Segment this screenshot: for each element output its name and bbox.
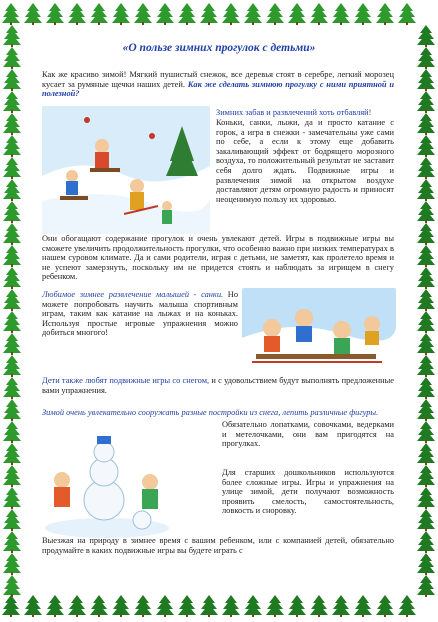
christmas-tree-icon	[134, 3, 152, 25]
christmas-tree-icon	[222, 595, 240, 617]
christmas-tree-icon	[3, 113, 21, 135]
section3-body: Обязательно лопатками, совочками, ведерками и метелочками, они вам пригодятся на прогулках.	[222, 420, 394, 449]
christmas-tree-icon	[134, 595, 152, 617]
christmas-tree-icon	[3, 509, 21, 531]
christmas-tree-icon	[332, 3, 350, 25]
winter-fun-illustration	[42, 106, 210, 234]
section2-lead: Любимое зимнее развлечение малышей - санки.	[42, 290, 224, 299]
christmas-tree-icon	[310, 595, 328, 617]
christmas-tree-icon	[3, 179, 21, 201]
christmas-tree-icon	[24, 595, 42, 617]
christmas-tree-icon	[417, 575, 435, 597]
section1-body-part1: Коньки, санки, лыжи, да и просто катание с горок, а игра в снежки - замечательны уже сами по себе, а если к этому еще добавить закаливающий эффект от бодрящего морозного воздуха, то положительный результат не заставит себя долго ждать. Подвижные игры и развлечения зимой на открытом воздухе доставляют детям огромную радость и приносят неоценимую пользу их здоровью.	[216, 118, 394, 204]
christmas-tree-icon	[417, 201, 435, 223]
christmas-tree-icon	[398, 595, 416, 617]
christmas-tree-icon	[90, 3, 108, 25]
christmas-tree-icon	[244, 595, 262, 617]
christmas-tree-icon	[288, 595, 306, 617]
christmas-tree-icon	[200, 3, 218, 25]
section3-lead-line	[42, 408, 394, 418]
christmas-tree-icon	[3, 443, 21, 465]
christmas-tree-icon	[417, 531, 435, 553]
christmas-tree-icon	[417, 113, 435, 135]
christmas-tree-icon	[417, 69, 435, 91]
christmas-tree-icon	[112, 3, 130, 25]
christmas-tree-icon	[376, 3, 394, 25]
christmas-tree-icon	[3, 157, 21, 179]
section1-body-bottom	[42, 234, 394, 282]
intro-question: Как же сделать зимнюю прогулку с ними приятной и полезной?	[42, 79, 394, 99]
christmas-tree-icon	[398, 3, 416, 25]
intro-paragraph	[42, 70, 394, 99]
christmas-tree-icon	[3, 421, 21, 443]
christmas-tree-icon	[156, 595, 174, 617]
christmas-tree-icon	[417, 509, 435, 531]
christmas-tree-icon	[3, 201, 21, 223]
section1-right-column	[216, 108, 394, 118]
christmas-tree-icon	[266, 595, 284, 617]
christmas-tree-icon	[417, 311, 435, 333]
section3-lead: Зимой очень увлекательно сооружать разные постройки из снега, лепить различные фигуры.	[42, 408, 379, 417]
page-title: «О пользе зимних прогулок с детьми»	[122, 42, 316, 54]
christmas-tree-icon	[310, 3, 328, 25]
sledding-kids-illustration	[242, 288, 396, 376]
section1-body-top	[216, 118, 394, 232]
christmas-tree-icon	[417, 47, 435, 69]
christmas-tree-icon	[354, 595, 372, 617]
christmas-tree-icon	[417, 245, 435, 267]
section2-followup	[42, 376, 394, 395]
christmas-tree-icon	[3, 355, 21, 377]
section2-body: Но можете попробовать научить малыша спортивным играм, таким как катание на лыжах и на коньках. Используя простые игровые упражнения можно добиться многого!	[42, 290, 239, 338]
christmas-tree-icon	[3, 289, 21, 311]
christmas-tree-icon	[244, 3, 262, 25]
section1-body-part2: Они обогащают содержание прогулок и очень увлекают детей. Игры в подвижные игры вы сможете увеличить продолжительность прогулки, что особенно важно при низких температурах в нашем суровом климате. Да и сами родители, играя с детьми, не заметят, как пролетело время и не успеют замерзнуть, поскольку им не придется стоять и наблюдать за игрищем в снегу ребенком.	[42, 234, 394, 282]
section2-paragraph	[42, 290, 238, 338]
section2-follow-blue: Дети также любят подвижные игры со снегом,	[42, 376, 210, 385]
christmas-tree-icon	[417, 333, 435, 355]
christmas-tree-icon	[3, 267, 21, 289]
christmas-tree-icon	[417, 157, 435, 179]
christmas-tree-icon	[417, 443, 435, 465]
christmas-tree-icon	[112, 595, 130, 617]
christmas-tree-icon	[417, 289, 435, 311]
christmas-tree-icon	[3, 333, 21, 355]
section2-follow: и с удовольствием будут выполнять предложенные вами упражнения.	[42, 376, 394, 395]
christmas-tree-icon	[3, 465, 21, 487]
christmas-tree-icon	[200, 595, 218, 617]
christmas-tree-icon	[417, 179, 435, 201]
section3-older: Для старших дошкольников используются более сложные игры. Игры и упражнения на улице зимой, дети получают возможность проявить смелость, самостоятельность, ловкость и сноровку.	[222, 468, 394, 516]
document-page	[36, 36, 402, 586]
christmas-tree-icon	[3, 25, 21, 47]
christmas-tree-icon	[3, 223, 21, 245]
christmas-tree-icon	[417, 553, 435, 575]
christmas-tree-icon	[156, 3, 174, 25]
christmas-tree-icon	[3, 575, 21, 597]
christmas-tree-icon	[3, 69, 21, 91]
christmas-tree-icon	[24, 3, 42, 25]
christmas-tree-icon	[222, 3, 240, 25]
christmas-tree-icon	[376, 595, 394, 617]
christmas-tree-icon	[354, 3, 372, 25]
christmas-tree-icon	[417, 487, 435, 509]
christmas-tree-icon	[90, 595, 108, 617]
christmas-tree-icon	[68, 595, 86, 617]
christmas-tree-icon	[3, 311, 21, 333]
christmas-tree-icon	[178, 3, 196, 25]
christmas-tree-icon	[417, 399, 435, 421]
christmas-tree-icon	[417, 355, 435, 377]
snowman-building-illustration	[42, 420, 172, 540]
christmas-tree-icon	[417, 465, 435, 487]
christmas-tree-icon	[3, 245, 21, 267]
christmas-tree-icon	[3, 47, 21, 69]
christmas-tree-icon	[2, 595, 20, 617]
christmas-tree-icon	[417, 377, 435, 399]
christmas-tree-icon	[46, 3, 64, 25]
christmas-tree-icon	[332, 595, 350, 617]
christmas-tree-icon	[3, 531, 21, 553]
section1-lead: Зимних забав и развлечений хоть отбавляй!	[216, 108, 372, 117]
christmas-tree-icon	[68, 3, 86, 25]
christmas-tree-icon	[288, 3, 306, 25]
christmas-tree-icon	[46, 595, 64, 617]
christmas-tree-icon	[266, 3, 284, 25]
christmas-tree-icon	[3, 399, 21, 421]
christmas-tree-icon	[3, 377, 21, 399]
christmas-tree-icon	[3, 135, 21, 157]
christmas-tree-icon	[417, 267, 435, 289]
christmas-tree-icon	[417, 421, 435, 443]
christmas-tree-icon	[417, 25, 435, 47]
christmas-tree-icon	[3, 553, 21, 575]
christmas-tree-icon	[3, 91, 21, 113]
christmas-tree-icon	[417, 91, 435, 113]
christmas-tree-icon	[2, 3, 20, 25]
intro-text: Как же красиво зимой! Мягкий пушистый снежок, все деревья стоят в серебре, легкий морозец кусает за румяные щечки наших детей.	[42, 70, 394, 89]
christmas-tree-icon	[3, 487, 21, 509]
christmas-tree-icon	[178, 595, 196, 617]
christmas-tree-icon	[417, 135, 435, 157]
closing-paragraph: Выезжая на природу в зимнее время с вашим ребенком, или с компанией детей, обязательно продумайте в каких подвижные игры вы будете играть с	[42, 536, 394, 555]
christmas-tree-icon	[417, 223, 435, 245]
